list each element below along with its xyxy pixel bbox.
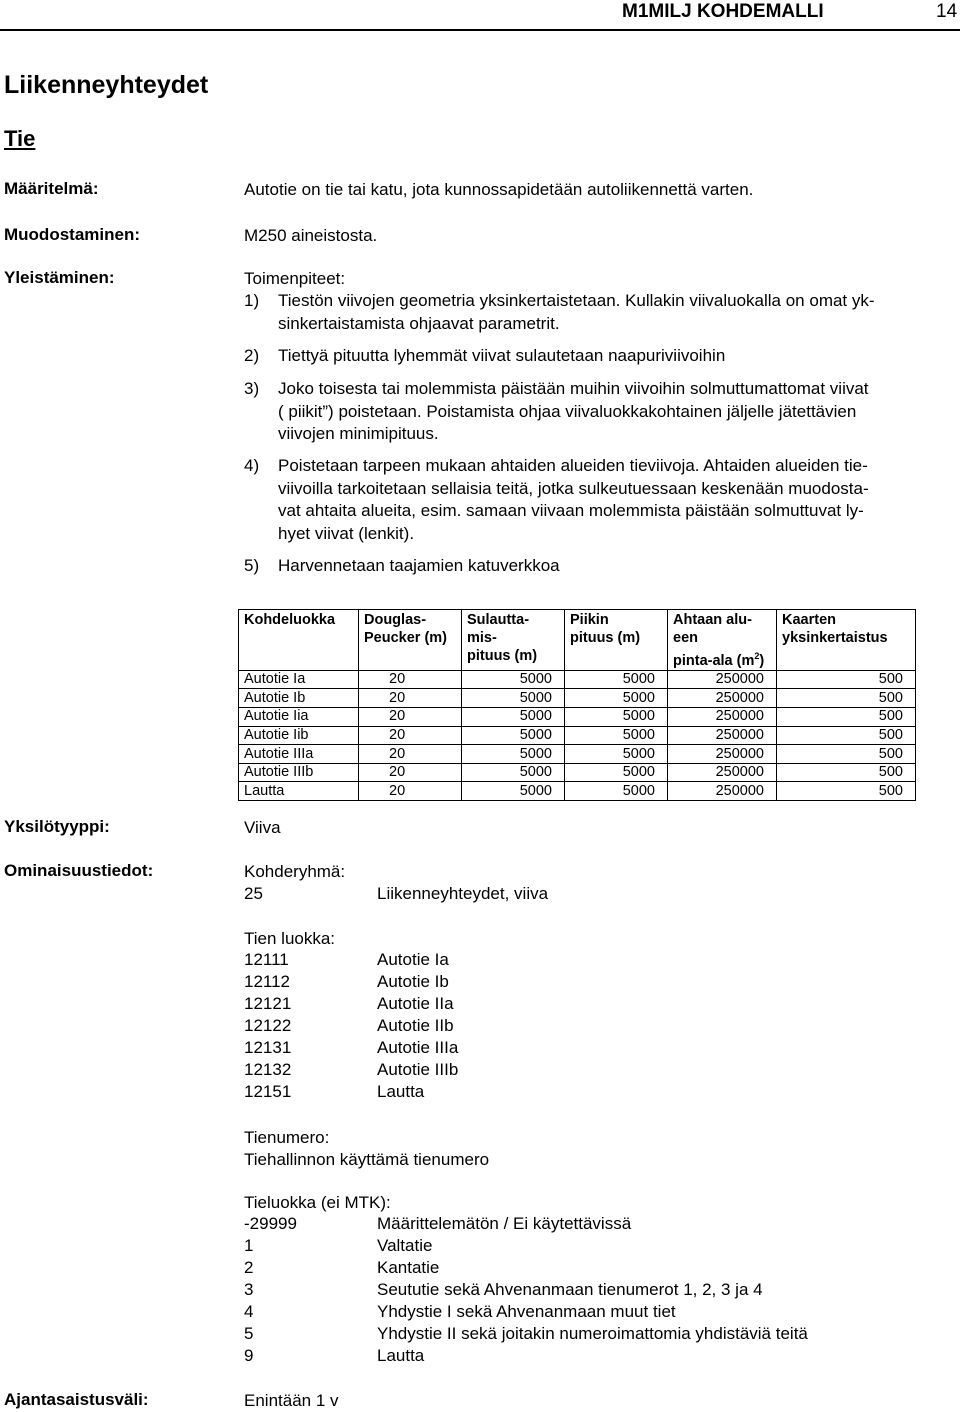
road-class2-desc: Seututie sekä Ahvenanmaan tienumerot 1, 2, 3 ja 4 (377, 1280, 763, 1299)
table-cell: 5000 (462, 763, 565, 782)
table-row (239, 726, 916, 745)
step-line: hyet viivat (lenkit). (278, 523, 415, 543)
road-class2-desc: Määrittelemätön / Ei käytettävissä (377, 1214, 632, 1233)
table-cell: 20 (359, 782, 462, 801)
table-cell: 5000 (462, 689, 565, 708)
table-cell: 250000 (668, 689, 777, 708)
road-class2-code: 9 (244, 1346, 254, 1365)
generalization-step (244, 455, 934, 545)
column-header: Piikin pituus (m) (565, 610, 668, 671)
column-header-tail: ) (759, 652, 765, 669)
road-class-code: 12121 (244, 994, 292, 1013)
definition-text: Autotie on tie tai katu, jota kunnossapidetään autoliikennettä varten. (244, 180, 754, 199)
road-class-code: 12111 (244, 950, 289, 969)
road-class2-code: 3 (244, 1280, 254, 1299)
table-cell: 20 (359, 726, 462, 745)
table-cell: 20 (359, 745, 462, 764)
table-header-row (239, 610, 916, 671)
generalization-parameter-table (238, 609, 916, 801)
road-class-code: 12151 (244, 1082, 292, 1101)
table-cell: 20 (359, 708, 462, 727)
column-header (668, 610, 777, 671)
table-cell: 5000 (565, 670, 668, 689)
step-line: Harvennetaan taajamien katuverkkoa (278, 556, 560, 575)
road-class2-code: 2 (244, 1258, 254, 1277)
step-line: Poistetaan tarpeen mukaan ahtaiden alueiden tieviivoja. Ahtaiden alueiden tie- (278, 456, 868, 475)
table-cell: 5000 (565, 745, 668, 764)
table-cell: Autotie IIIa (239, 745, 359, 764)
table-row (239, 782, 916, 801)
table-row (239, 745, 916, 764)
table-cell: 5000 (462, 708, 565, 727)
generalization-label: Yleistäminen: (4, 268, 115, 287)
table-cell: 5000 (565, 782, 668, 801)
group-desc: Liikenneyhteydet, viiva (377, 884, 549, 903)
road-class2-code: -29999 (244, 1214, 297, 1233)
road-class-desc: Autotie IIIb (377, 1060, 459, 1079)
document-header-title: M1MILJ KOHDEMALLI (622, 1, 824, 22)
table-cell: Autotie Iib (239, 726, 359, 745)
instance-type-label: Yksilötyyppi: (4, 817, 110, 836)
table-cell: 5000 (462, 726, 565, 745)
generalization-step (244, 378, 934, 446)
table-cell: 5000 (565, 726, 668, 745)
generalization-step (244, 555, 934, 578)
step-line: Tiettyä pituutta lyhemmät viivat sulautetaan naapuriviivoihin (278, 346, 726, 365)
road-class2-title: Tieluokka (ei MTK): (244, 1193, 391, 1212)
column-header: Kaarten yksinkertaistus (777, 610, 916, 671)
superscript: 2 (754, 651, 760, 661)
page-number: 14 (936, 1, 958, 22)
table-cell: 500 (777, 670, 916, 689)
update-interval-label: Ajantasaistusväli: (4, 1390, 149, 1409)
table-cell: 20 (359, 689, 462, 708)
road-class-desc: Autotie IIIa (377, 1038, 459, 1057)
step-line: viivojen minimipituus. (278, 424, 439, 443)
road-number-desc: Tiehallinnon käyttämä tienumero (244, 1150, 490, 1169)
attributes-label: Ominaisuustiedot: (4, 861, 154, 880)
table-cell: 20 (359, 670, 462, 689)
table-row (239, 763, 916, 782)
step-line: Tiestön viivojen geometria yksinkertaistetaan. Kullakin viivaluokalla on omat yk- (278, 291, 875, 310)
step-line: ( piikit”) poistetaan. Poistamista ohjaa viivaluokkakohtainen jäljelle jätettävien (278, 401, 857, 421)
step-line: viivoilla tarkoitetaan sellaisia teitä, jotka sulkeutuessaan keskenään muodosta- (278, 478, 869, 498)
road-class2-desc: Yhdystie I sekä Ahvenanmaan muut tiet (377, 1302, 676, 1321)
formation-text: M250 aineistosta. (244, 226, 378, 245)
step-number: 5) (244, 556, 260, 575)
step-number: 3) (244, 379, 260, 398)
table-row (239, 689, 916, 708)
table-row (239, 708, 916, 727)
road-class-code: 12122 (244, 1016, 292, 1035)
table-cell: 250000 (668, 745, 777, 764)
road-class-desc: Autotie Ib (377, 972, 449, 991)
table-cell: 5000 (462, 782, 565, 801)
step-number: 4) (244, 456, 260, 475)
road-class2-code: 4 (244, 1302, 254, 1321)
table-cell: 250000 (668, 708, 777, 727)
table-cell: 5000 (462, 745, 565, 764)
table-cell: 250000 (668, 782, 777, 801)
table-cell: 500 (777, 708, 916, 727)
table-cell: 500 (777, 726, 916, 745)
generalization-step (244, 290, 934, 335)
table-cell: 5000 (565, 708, 668, 727)
table-cell: 500 (777, 763, 916, 782)
table-cell: Autotie IIIb (239, 763, 359, 782)
step-line: Joko toisesta tai molemmista päistään muihin viivoihin solmuttumattomat viivat (278, 379, 869, 398)
step-line: sinkertaistamista ohjaavat parametrit. (278, 313, 560, 333)
group-code: 25 (244, 884, 263, 903)
road-class2-desc: Kantatie (377, 1258, 440, 1277)
road-class2-desc: Yhdystie II sekä joitakin numeroimattomia yhdistäviä teitä (377, 1324, 808, 1343)
step-number: 2) (244, 346, 260, 365)
table-cell: 5000 (565, 763, 668, 782)
road-class2-code: 1 (244, 1236, 254, 1255)
subsection-title: Tie (4, 126, 36, 151)
table-cell: Autotie Iia (239, 708, 359, 727)
road-class-desc: Lautta (377, 1082, 425, 1101)
column-header: Kohdeluokka (239, 610, 359, 671)
section-title: Liikenneyhteydet (4, 71, 209, 99)
header-rule (0, 29, 960, 31)
column-header-text: Ahtaan alu- een pinta-ala (m (673, 612, 755, 669)
road-class2-desc: Valtatie (377, 1236, 433, 1255)
road-class-desc: Autotie IIb (377, 1016, 454, 1035)
table-cell: 500 (777, 782, 916, 801)
table-cell: 5000 (462, 670, 565, 689)
table-cell: Lautta (239, 782, 359, 801)
road-class2-code: 5 (244, 1324, 254, 1343)
column-header: Sulautta- mis- pituus (m) (462, 610, 565, 671)
table-cell: 500 (777, 745, 916, 764)
road-class-desc: Autotie Ia (377, 950, 449, 969)
definition-label: Määritelmä: (4, 179, 99, 198)
generalization-step (244, 345, 934, 368)
update-interval-value: Enintään 1 v (244, 1391, 339, 1410)
instance-type-value: Viiva (244, 818, 281, 837)
road-class-code: 12132 (244, 1060, 292, 1079)
table-cell: Autotie Ib (239, 689, 359, 708)
road-class-desc: Autotie IIa (377, 994, 454, 1013)
column-header: Douglas- Peucker (m) (359, 610, 462, 671)
road-number-title: Tienumero: (244, 1128, 330, 1147)
generalization-intro: Toimenpiteet: (244, 269, 346, 288)
table-cell: 500 (777, 689, 916, 708)
table-cell: 250000 (668, 726, 777, 745)
step-number: 1) (244, 291, 260, 310)
road-class-code: 12131 (244, 1038, 292, 1057)
road-class2-desc: Lautta (377, 1346, 425, 1365)
table-cell: 250000 (668, 670, 777, 689)
step-line: vat ahtaita alueita, esim. samaan viivaan molemmista päistään solmuttuvat ly- (278, 501, 864, 520)
group-title: Kohderyhmä: (244, 862, 346, 881)
table-cell: Autotie Ia (239, 670, 359, 689)
road-class-title: Tien luokka: (244, 929, 336, 948)
table-row (239, 670, 916, 689)
formation-label: Muodostaminen: (4, 225, 140, 244)
table-cell: 20 (359, 763, 462, 782)
road-class-code: 12112 (244, 972, 291, 991)
table-cell: 5000 (565, 689, 668, 708)
table-cell: 250000 (668, 763, 777, 782)
